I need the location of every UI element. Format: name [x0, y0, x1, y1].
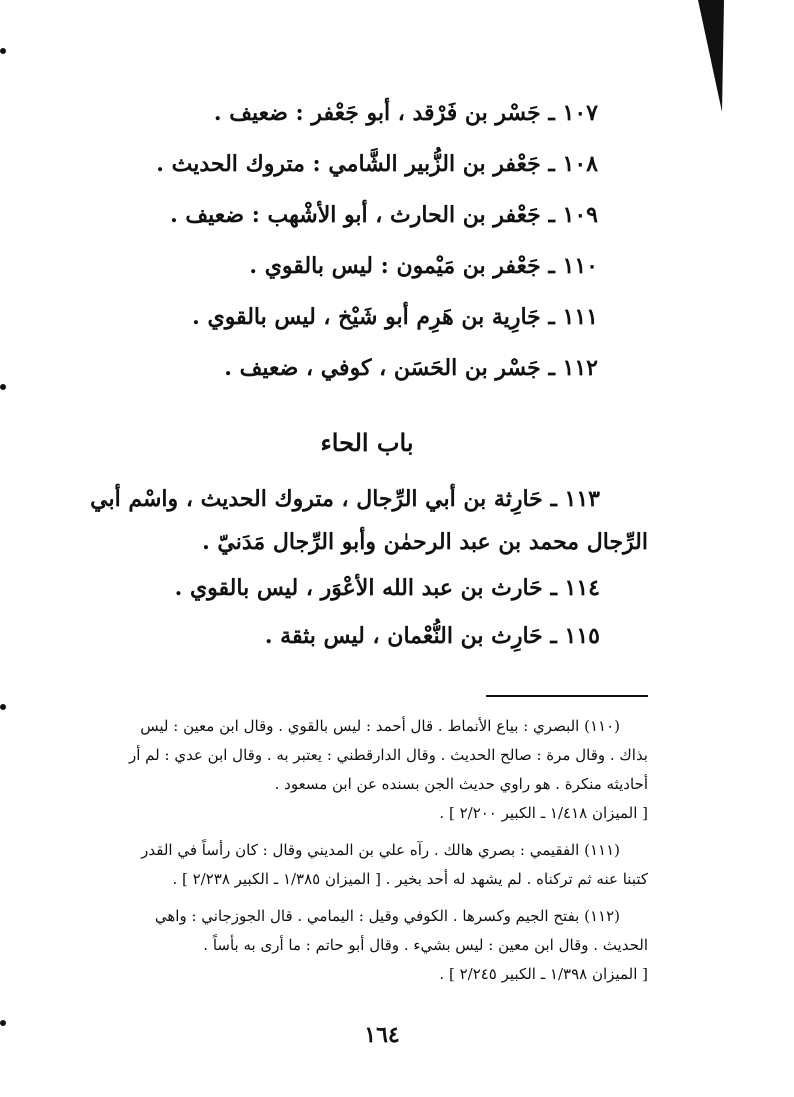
entry-107: ١٠٧ ـ جَسْر بن فَرْقد ، أبو جَعْفر : ضعيف .	[213, 100, 598, 126]
entry-109: ١٠٩ ـ جَعْفر بن الحارث ، أبو الأشْهب : ضعيف .	[170, 202, 598, 228]
page-number: ١٦٤	[364, 1022, 400, 1048]
footnote-112	[86, 902, 648, 989]
corner-wedge-mark	[698, 0, 724, 112]
footnote-separator	[486, 695, 648, 697]
footnotes	[86, 712, 648, 997]
footnote-line: بذاك . وقال مرة : صالح الحديث . وقال الدارقطني : يعتبر به . وقال ابن عدي : لم أر	[129, 746, 648, 764]
footnote-line: كتبنا عنه ثم تركناه . لم يشهد له أحد بخير . [ الميزان ١/٣٨٥ ـ الكبير ٢/٢٣٨ ] .	[172, 870, 648, 888]
margin-dot	[0, 704, 6, 710]
entry-113-line-1: ١١٣ ـ حَارِثة بن أبي الرِّجال ، متروك الحديث ، واسْم أبي	[90, 486, 600, 512]
entry-111: ١١١ ـ جَارِية بن هَرِم أبو شَيْخ ، ليس بالقوي .	[192, 304, 598, 330]
footnote-line: أحاديثه منكرة . هو راوي حديث الجن بسنده عن ابن مسعود .	[274, 775, 648, 793]
section-title: باب الحاء	[320, 428, 414, 457]
entry-114: ١١٤ ـ حَارث بن عبد الله الأعْوَر ، ليس بالقوي .	[174, 575, 600, 601]
entries-list-jim	[156, 88, 598, 394]
footnote-line: (١١٠) البصري : بياع الأنماط . قال أحمد : ليس بالقوي . وقال ابن معين : ليس	[140, 717, 620, 735]
footnote-reference: [ الميزان ١/٣٩٨ ـ الكبير ٢/٢٤٥ ] .	[439, 965, 648, 983]
entries-list-ha	[88, 478, 648, 660]
margin-dot	[0, 384, 6, 390]
footnote-reference: [ الميزان ١/٤١٨ ـ الكبير ٢/٢٠٠ ] .	[439, 804, 648, 822]
footnote-line: (١١٢) بفتح الجيم وكسرها . الكوفي وقيل : اليمامي . قال الجوزجاني : واهي	[154, 907, 620, 925]
entry-113-line-2: الرِّجال محمد بن عبد الرحمٰن وأبو الرِّجال مَدَنيّ .	[202, 529, 648, 555]
footnote-line: (١١١) الفقيمي : بصري هالك . رآه علي بن المديني وقال : كان رأساً في القدر	[141, 841, 620, 859]
footnote-line: الحديث . وقال ابن معين : ليس بشيء . وقال أبو حاتم : ما أرى به بأساً .	[203, 936, 648, 954]
entry-108: ١٠٨ ـ جَعْفر بن الزُّبير الشَّامي : متروك الحديث .	[156, 151, 598, 177]
entry-115: ١١٥ ـ حَارِث بن النُّعْمان ، ليس بثقة .	[264, 623, 600, 649]
footnote-110	[86, 712, 648, 828]
entry-113	[88, 478, 648, 564]
entry-112: ١١٢ ـ جَسْر بن الحَسَن ، كوفي ، ضعيف .	[224, 355, 598, 381]
entry-110: ١١٠ ـ جَعْفر بن مَيْمون : ليس بالقوي .	[249, 253, 598, 279]
footnote-111	[86, 836, 648, 894]
margin-dot	[0, 48, 6, 54]
